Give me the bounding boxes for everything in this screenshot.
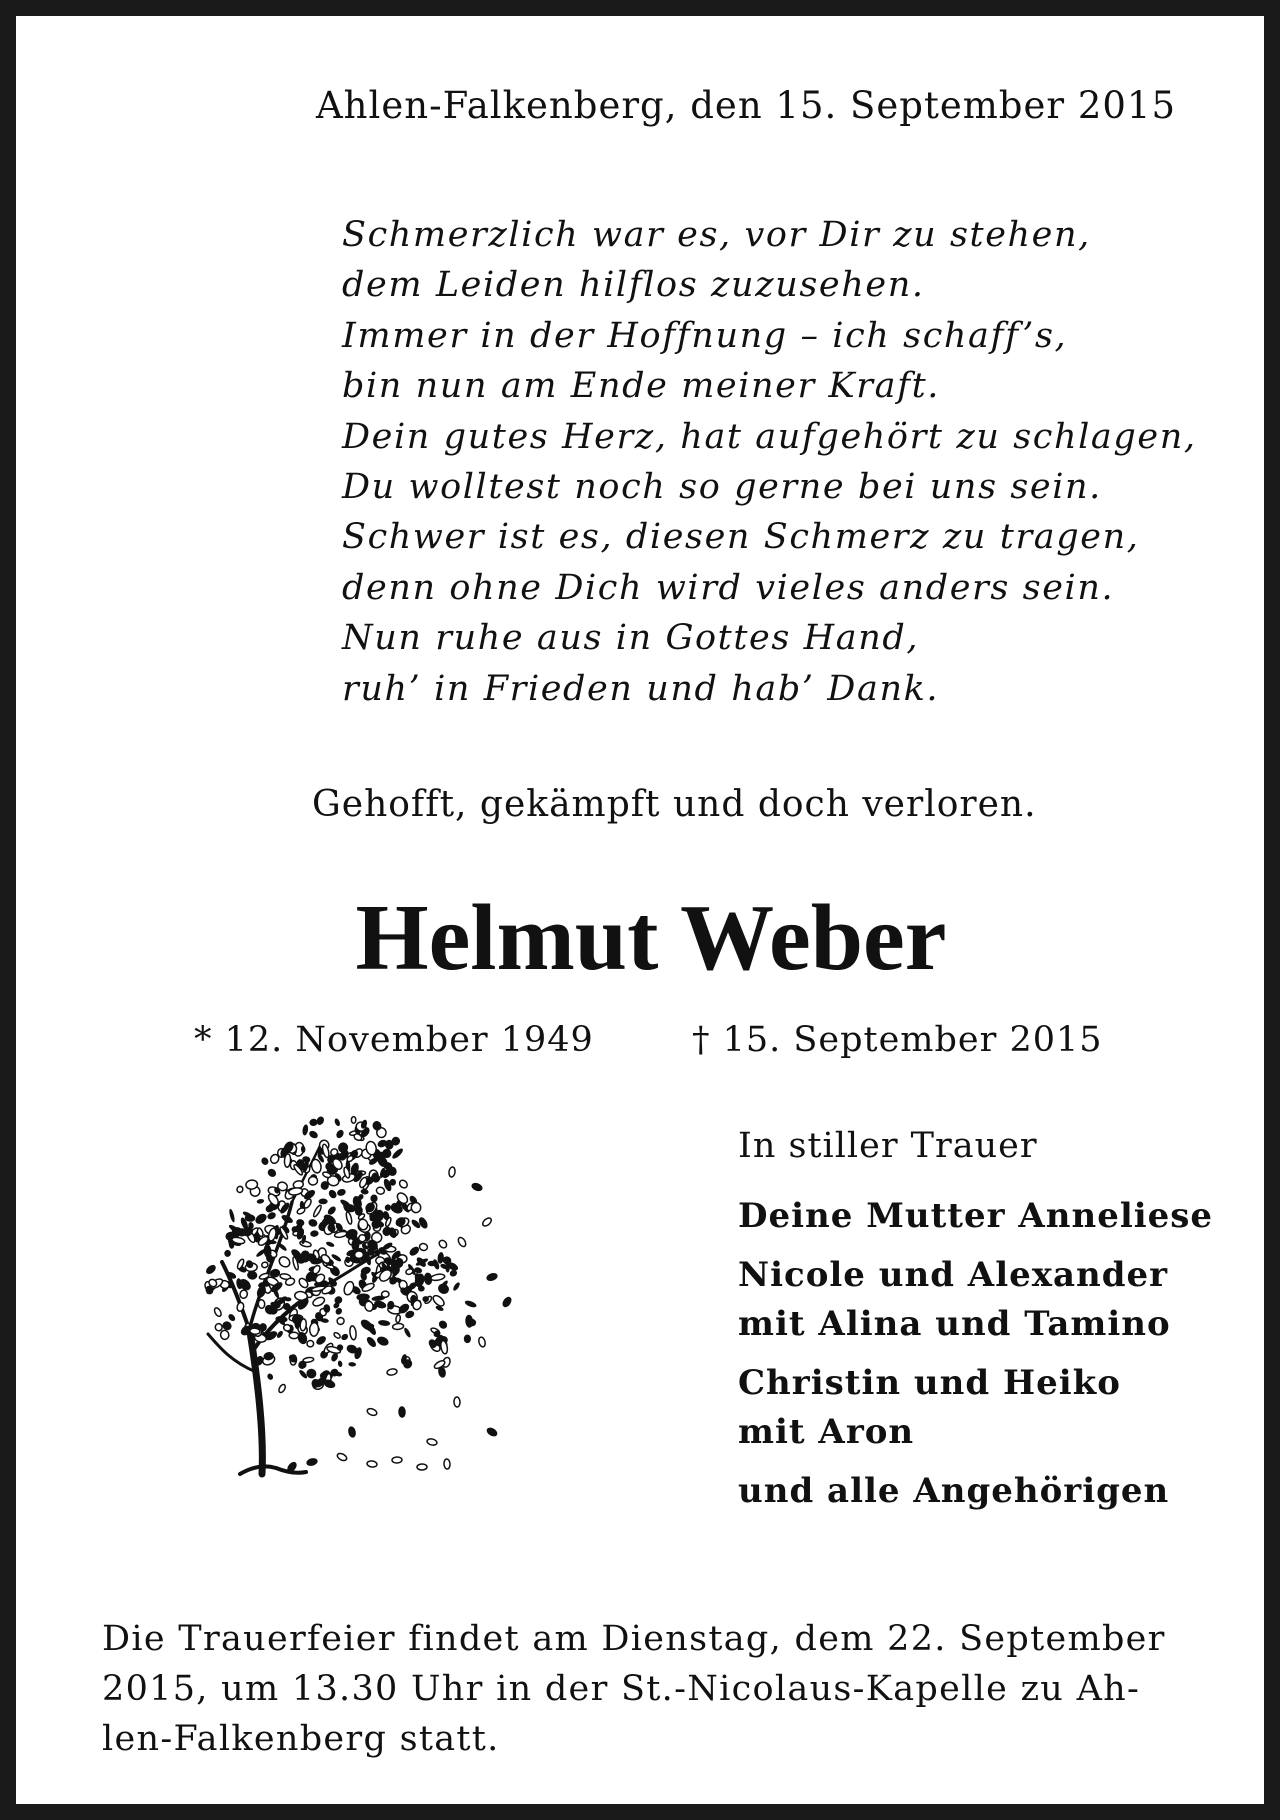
leaf	[308, 1218, 319, 1228]
leaf	[277, 1255, 291, 1269]
leaf	[381, 1291, 389, 1298]
leaf	[336, 1316, 346, 1326]
leaf	[437, 1319, 449, 1331]
mourner-group	[738, 1359, 1213, 1457]
leaf	[370, 1194, 377, 1202]
mourner-group	[738, 1192, 1213, 1241]
leaf	[398, 1179, 409, 1190]
leaf	[351, 1239, 359, 1251]
falling-leaf	[348, 1426, 356, 1437]
mourner-line: Christin und Heiko	[738, 1363, 1121, 1403]
death-date: † 15. September 2015	[692, 1020, 1103, 1060]
leaf	[438, 1239, 448, 1250]
leaf	[335, 1129, 345, 1140]
poem-line: Dein gutes Herz, hat aufgehört zu schlagen,	[342, 416, 1197, 457]
falling-leaf	[306, 1458, 317, 1466]
poem-line: dem Leiden hilflos zuzusehen.	[342, 265, 925, 306]
poem-line: Schwer ist es, diesen Schmerz zu tragen,	[342, 517, 1140, 558]
leaf	[312, 1204, 322, 1217]
leaf	[403, 1327, 412, 1338]
falling-leaf	[457, 1236, 467, 1248]
leaf	[334, 1118, 341, 1127]
notice-line: Die Trauerfeier findet am Dienstag, dem 22. September	[102, 1619, 1166, 1659]
leaf	[349, 1325, 357, 1340]
leaf	[253, 1212, 268, 1226]
leaf	[430, 1273, 445, 1281]
falling-leaf	[417, 1464, 427, 1470]
falling-leaf	[478, 1336, 486, 1347]
leaf	[266, 1372, 274, 1380]
leaf	[405, 1268, 414, 1275]
leaf	[395, 1314, 400, 1322]
leaf	[325, 1241, 335, 1248]
falling-leaf	[454, 1397, 461, 1407]
falling-leaf	[336, 1452, 348, 1462]
leaf	[278, 1383, 287, 1393]
mourner-group	[738, 1467, 1213, 1516]
falling-leaf	[481, 1216, 492, 1227]
leaf	[411, 1202, 421, 1212]
falling-leaf	[387, 1368, 398, 1376]
leaf	[299, 1240, 311, 1247]
leaf	[419, 1243, 429, 1252]
leaf	[296, 1207, 306, 1215]
leaf	[365, 1335, 378, 1348]
leaf	[376, 1335, 390, 1347]
leaf	[327, 1188, 338, 1199]
leaf	[258, 1299, 265, 1308]
falling-leaf	[399, 1407, 405, 1417]
falling-leaf	[426, 1438, 437, 1446]
falling-leaf	[392, 1457, 402, 1463]
leaf	[355, 1251, 364, 1258]
leaf	[315, 1334, 328, 1346]
leaf	[309, 1322, 318, 1336]
mourner-line: Nicole und Alexander	[738, 1255, 1169, 1295]
leaf	[319, 1199, 328, 1205]
falling-leaf	[448, 1167, 455, 1178]
notice-line: len-Falkenberg statt.	[102, 1719, 500, 1759]
leaf	[220, 1330, 230, 1341]
leaf	[227, 1313, 237, 1323]
leaf	[260, 1156, 270, 1166]
leaf	[250, 1328, 261, 1335]
leaf	[336, 1188, 346, 1197]
place-date: Ahlen-Falkenberg, den 15. September 2015	[315, 84, 1176, 127]
leaf	[431, 1294, 446, 1308]
mourner-line: und alle Angehörigen	[738, 1471, 1170, 1511]
poem-line: denn ohne Dich wird vieles anders sein.	[342, 567, 1115, 608]
leaf	[311, 1264, 321, 1275]
leaf	[391, 1147, 405, 1160]
leaf	[204, 1263, 217, 1276]
poem-line: Du wolltest noch so gerne bei uns sein.	[342, 467, 1102, 508]
falling-leaf	[486, 1273, 497, 1282]
leaf	[337, 1360, 343, 1367]
leaf	[213, 1307, 222, 1318]
notice-line: 2015, um 13.30 Uhr in der St.-Nicolaus-Kapelle zu Ah-	[102, 1669, 1141, 1709]
poem	[342, 210, 1197, 714]
leaf	[310, 1230, 319, 1238]
leaf	[364, 1301, 374, 1312]
falling-leaf	[486, 1427, 498, 1437]
leaf	[307, 1340, 314, 1347]
leaf	[367, 1248, 375, 1256]
leaf	[342, 1280, 355, 1296]
poem-line: Immer in der Hoffnung – ich schaff’s,	[342, 315, 1068, 356]
leaf	[306, 1368, 318, 1379]
falling-leaf	[444, 1459, 451, 1469]
leaf	[340, 1333, 349, 1342]
leaf	[266, 1167, 278, 1178]
leaf	[308, 1129, 319, 1139]
mourner-line: mit Aron	[738, 1412, 915, 1452]
leaf	[348, 1362, 356, 1367]
falling-leaf	[502, 1296, 513, 1308]
leaf	[312, 1296, 326, 1308]
leaf	[333, 1332, 341, 1340]
leaf	[464, 1335, 471, 1344]
mourners-block	[738, 1126, 1213, 1526]
leaf	[302, 1124, 309, 1136]
poem-line: ruh’ in Frieden und hab’ Dank.	[342, 668, 940, 709]
mourner-line: mit Alina und Tamino	[738, 1304, 1171, 1344]
falling-leaf	[438, 1366, 446, 1377]
funeral-notice	[102, 1614, 1166, 1764]
mourner-line: Deine Mutter Anneliese	[738, 1196, 1214, 1236]
leaf	[239, 1289, 248, 1299]
leaf	[300, 1319, 307, 1332]
deceased-name: Helmut Weber	[355, 886, 947, 990]
leaf	[378, 1319, 391, 1326]
birth-date: * 12. November 1949	[194, 1020, 594, 1060]
leaf	[266, 1211, 277, 1221]
mourner-group	[738, 1251, 1213, 1349]
leaf	[436, 1282, 451, 1296]
leaf	[326, 1205, 337, 1216]
leaf	[215, 1323, 223, 1331]
leaf	[228, 1208, 235, 1222]
leaf	[376, 1187, 385, 1195]
leaf	[256, 1198, 264, 1204]
poem-line: Schmerzlich war es, vor Dir zu stehen,	[342, 215, 1091, 255]
leaf	[221, 1320, 233, 1332]
leaf	[452, 1281, 461, 1291]
poem-line: bin nun am Ende meiner Kraft.	[342, 366, 941, 407]
falling-leaf	[366, 1407, 378, 1416]
leaf	[245, 1180, 257, 1190]
leaf	[224, 1250, 231, 1257]
leaf	[359, 1235, 366, 1242]
leaf	[351, 1117, 355, 1124]
tree-icon	[192, 1112, 522, 1482]
leaf	[308, 1176, 318, 1185]
leaf	[315, 1115, 325, 1126]
leaf	[345, 1211, 353, 1224]
leaf	[464, 1299, 477, 1308]
leaf	[392, 1323, 404, 1330]
leaf	[261, 1261, 268, 1268]
motto: Gehofft, gekämpft und doch verloren.	[312, 784, 1037, 825]
falling-leaf	[471, 1182, 483, 1191]
poem-line: Nun ruhe aus in Gottes Hand,	[342, 618, 920, 659]
mourners-intro: In stiller Trauer	[738, 1126, 1038, 1166]
falling-leaf	[367, 1460, 378, 1467]
leaf	[236, 1185, 244, 1193]
